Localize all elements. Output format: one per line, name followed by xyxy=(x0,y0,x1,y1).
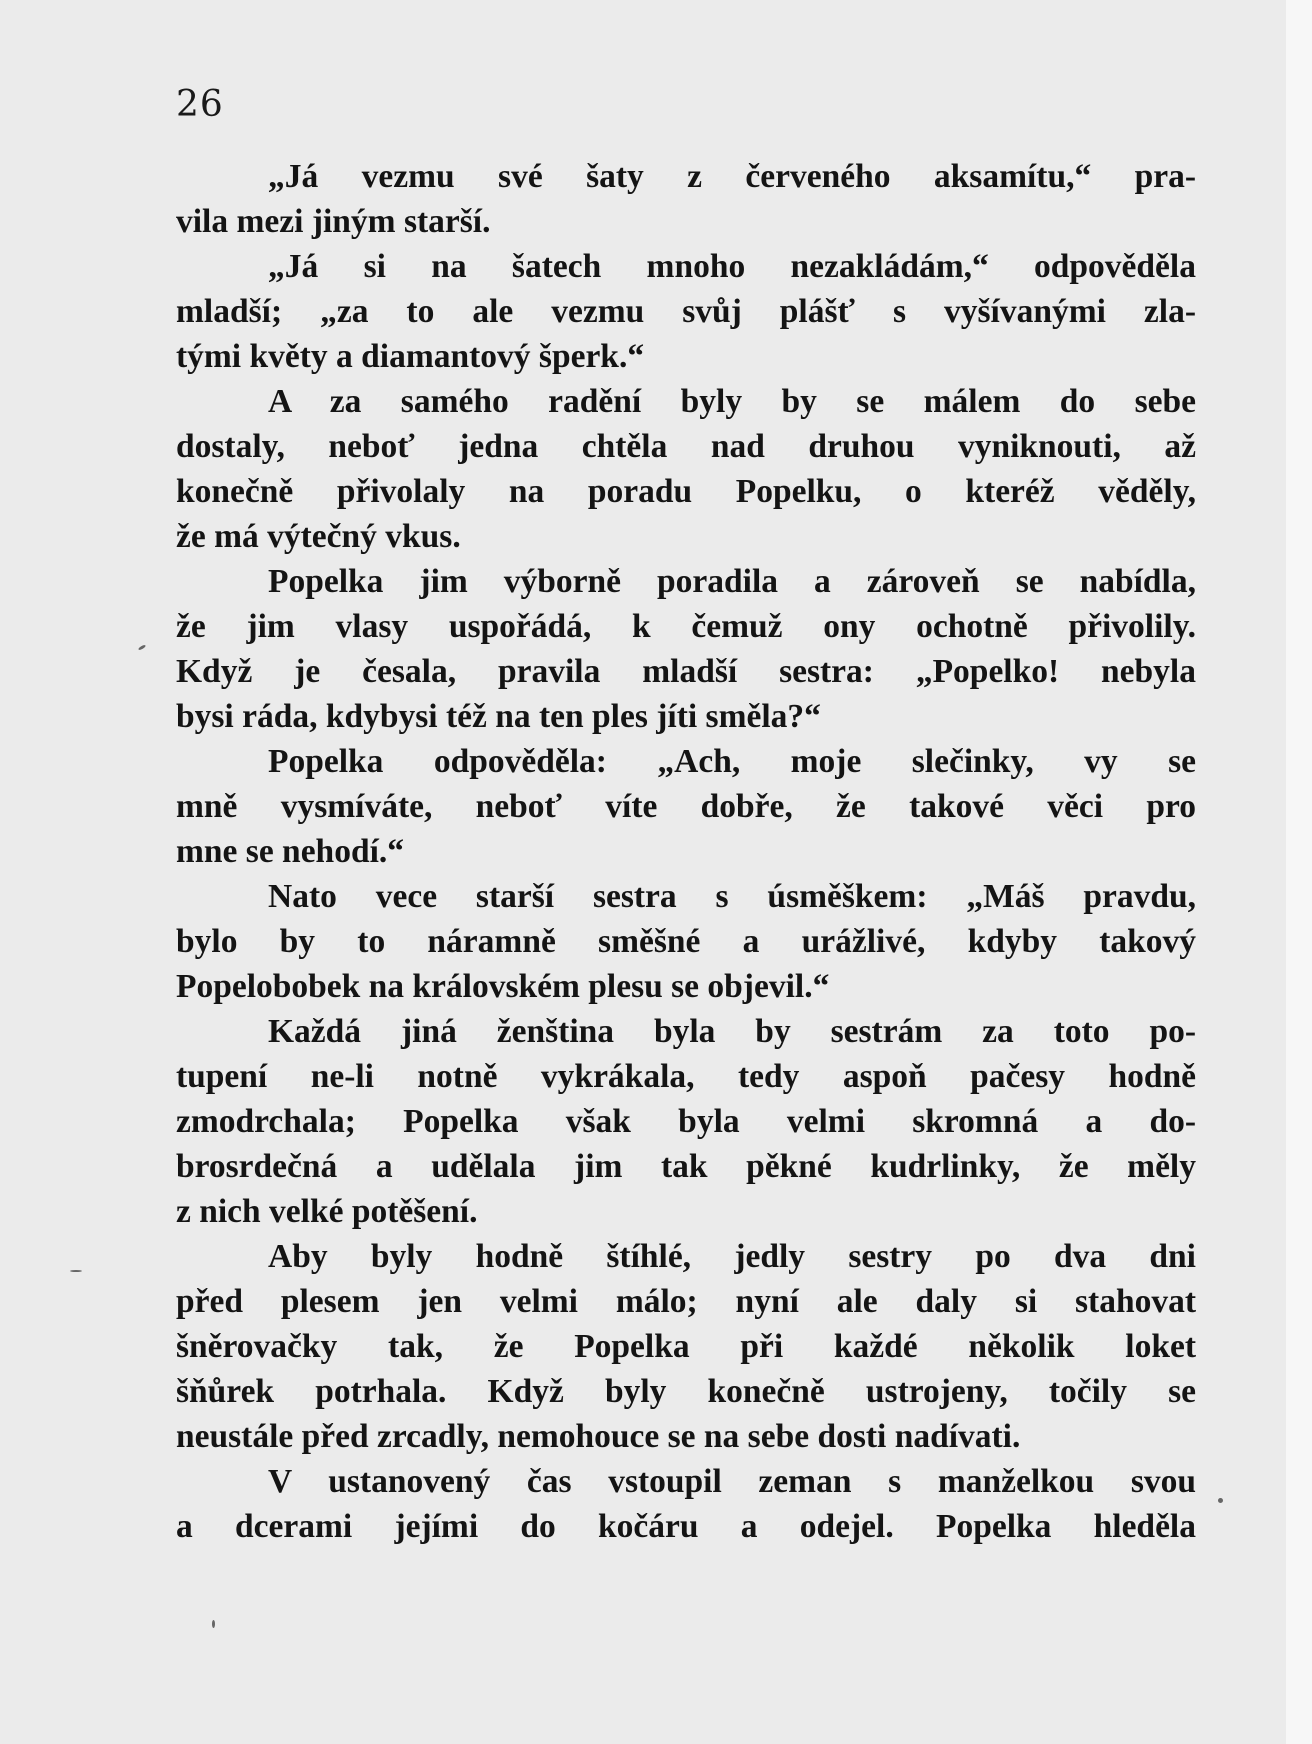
text-line: neustále před zrcadly, nemohouce se na sebe dosti nadívati. xyxy=(176,1418,1021,1455)
text-line: mne se nehodí.“ xyxy=(176,833,405,870)
text-line: Když je česala, pravila mladší sestra: „Popelko! nebyla xyxy=(176,653,1196,690)
text-line: bysi ráda, kdybysi též na ten ples jíti směla?“ xyxy=(176,698,821,735)
text-line: Nato vece starší sestra s úsměškem: „Máš pravdu, xyxy=(268,878,1196,915)
text-line: zmodrchala; Popelka však byla velmi skromná a do- xyxy=(176,1103,1196,1140)
text-line: z nich velké potěšení. xyxy=(176,1193,478,1230)
text-line: „Já si na šatech mnoho nezakládám,“ odpověděla xyxy=(268,248,1196,285)
text-line: dostaly, neboť jedna chtěla nad druhou vyniknouti, až xyxy=(176,428,1196,465)
scan-speck xyxy=(212,1620,215,1628)
page-edge xyxy=(1286,0,1312,1744)
page-number: 26 xyxy=(176,84,224,125)
text-line: a dcerami jejími do kočáru a odejel. Popelka hleděla xyxy=(176,1508,1196,1545)
text-line: před plesem jen velmi málo; nyní ale daly si stahovat xyxy=(176,1283,1196,1320)
text-line: bylo by to náramně směšné a urážlivé, kdyby takový xyxy=(176,923,1196,960)
scan-speck xyxy=(1218,1498,1223,1503)
text-line: mladší; „za to ale vezmu svůj plášť s vyšívanými zla- xyxy=(176,293,1196,330)
text-line: konečně přivolaly na poradu Popelku, o kteréž věděly, xyxy=(176,473,1196,510)
text-line: vila mezi jiným starší. xyxy=(176,203,491,240)
text-line: Popelobobek na královském plesu se objevil.“ xyxy=(176,968,830,1005)
text-line: že jim vlasy uspořádá, k čemuž ony ochotně přivolily. xyxy=(176,608,1196,645)
text-line: „Já vezmu své šaty z červeného aksamítu,“ pra- xyxy=(268,158,1196,195)
scan-speck xyxy=(70,1270,82,1272)
text-line: tými květy a diamantový šperk.“ xyxy=(176,338,645,375)
text-line: brosrdečná a udělala jim tak pěkné kudrlinky, že měly xyxy=(176,1148,1196,1185)
text-line: Každá jiná ženština byla by sestrám za toto po- xyxy=(268,1013,1196,1050)
text-line: Popelka odpověděla: „Ach, moje slečinky, vy se xyxy=(268,743,1196,780)
text-line: že má výtečný vkus. xyxy=(176,518,461,555)
text-line: šněrovačky tak, že Popelka při každé několik loket xyxy=(176,1328,1196,1365)
text-line: Popelka jim výborně poradila a zároveň se nabídla, xyxy=(268,563,1196,600)
text-line: A za samého radění byly by se málem do sebe xyxy=(268,383,1196,420)
text-line: mně vysmíváte, neboť víte dobře, že takové věci pro xyxy=(176,788,1196,825)
text-line: tupení ne-li notně vykrákala, tedy aspoň pačesy hodně xyxy=(176,1058,1196,1095)
body-text xyxy=(176,154,1196,1549)
text-line: Aby byly hodně štíhlé, jedly sestry po dva dni xyxy=(268,1238,1196,1275)
text-line: V ustanovený čas vstoupil zeman s manželkou svou xyxy=(268,1463,1196,1500)
text-line: šňůrek potrhala. Když byly konečně ustrojeny, točily se xyxy=(176,1373,1196,1410)
